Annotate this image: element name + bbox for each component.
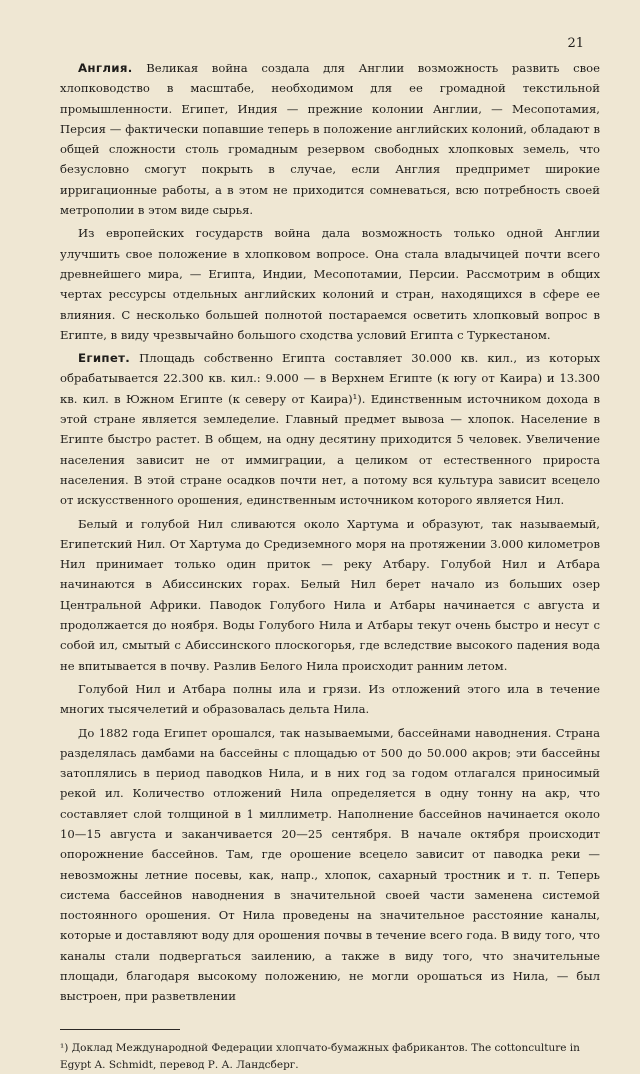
paragraph-text: Площадь собственно Египта составляет 30.000 кв. кил., из которых обрабатывается 22.300 кв. кил.: 9.000 — в Верхнем Египте (к югу от Каира) и 13.300 кв. кил. в Южном Египте (к северу от Каира)¹). Единственным источником дохода в этой стране является земледелие. Главный предмет вывоза — хлопок. Население в Египте быстро растет. В общем, на одну десятину приходится 5 человек. Увеличение населения зависит не от иммиграции, а целиком от естественного прироста населения. В этой стране осадков почти нет, а потому вся культура зависит всецело от искусственного орошения, единственным источником которого является Нил. bbox=[60, 351, 600, 508]
paragraph-nile bbox=[60, 514, 600, 676]
paragraph-text: Из европейских государств война дала возможность только одной Англии улучшить свое положение в хлопковом вопросе. Она стала владычицей почти всего древнейшего мира, — Египта, Индии, Месопотамии, Персии. Рассмотрим в общих чертах рессурсы отдельных английских колоний и стран, находящихся в сфере ее влияния. С несколько большей полнотой постараемся осветить хлопковый вопрос в Египте, в виду чрезвычайно большого сходства условий Египта с Туркестаном. bbox=[60, 226, 600, 342]
body-text bbox=[60, 58, 600, 1007]
paragraph-text: Великая война создала для Англии возможность развить свое хлопководство в масштабе, необходимом для ее громадной текстильной промышленности. Египет, Индия — прежние колонии Англии, — Месопотамия, Персия — фактически попавшие теперь в положение английских колоний, обладают в общей сложности столь громадным резервом свободных хлопковых земель, что безусловно смогут покрыть в случае, если Англия предпримет широкие ирригационные работы, а в этом не приходится сомневаться, всю потребность своей метрополии в этом виде сырья. bbox=[60, 61, 600, 218]
paragraph-england bbox=[60, 58, 600, 220]
footnote: ¹) Доклад Международной Федерации хлопчато-бумажных фабрикантов. The cottonculture in Egypt A. Schmidt, перевод Р. А. Ландсберг. bbox=[60, 1041, 580, 1071]
paragraph-text: До 1882 года Египет орошался, так называемыми, бассейнами наводнения. Страна разделялась дамбами на бассейны с площадью от 500 до 50.000 акров; эти бассейны затоплялись в период паводков Нила, и в них год за годом отлагался приносимый рекой ил. Количество отложений Нила определяется в одну тонну на акр, что составляет слой толщиной в 1 миллиметр. Наполнение бассейнов начинается около 10—15 августа и заканчивается 20—25 сентября. В начале октября происходит опорожнение бассейнов. Там, где орошение всецело зависит от паводка реки — невозможны летние посевы, как, напр., хлопок, сахарный тростник и т. п. Теперь система бассейнов наводнения в значительной своей части заменена системой постоянного орошения. От Нила проведены на значительное расстояние каналы, которые и доставляют воду для орошения почвы в течение всего года. В виду того, что каналы стали подвергаться заилению, а также в виду того, что значительные площади, благодаря высокому положению, не могли орошаться из Нила, — был выстроен, при разветвлении bbox=[60, 725, 600, 1004]
paragraph-text: Белый и голубой Нил сливаются около Хартума и образуют, так называемый, Египетский Нил. От Хартума до Средиземного моря на протяжении 3.000 километров Нил принимает только один приток — реку Атбару. Голубой Нил и Атбара начинаются в Абиссинских горах. Белый Нил берет начало из больших озер Центральной Африки. Паводок Голубого Нила и Атбары начинается с августа и продолжается до ноября. Воды Голубого Нила и Атбары текут очень быстро и несут с собой ил, смытый с Абиссинского плоскогорья, где вследствие высокого падения вода не впитывается в почву. Разлив Белого Нила происходит ранним летом. bbox=[60, 516, 600, 673]
paragraph-delta bbox=[60, 679, 600, 720]
section-lead: Англия. bbox=[78, 61, 133, 75]
footnote-divider bbox=[60, 1029, 180, 1030]
paragraph-egypt bbox=[60, 348, 600, 510]
paragraph-irrigation bbox=[60, 723, 600, 1007]
paragraph-european-states bbox=[60, 223, 600, 345]
section-lead: Египет. bbox=[78, 351, 131, 366]
paragraph-text: Голубой Нил и Атбара полны ила и грязи. Из отложений этого ила в течение многих тысячелетий и образовалась дельта Нила. bbox=[60, 681, 600, 717]
page-number: 21 bbox=[567, 36, 584, 51]
